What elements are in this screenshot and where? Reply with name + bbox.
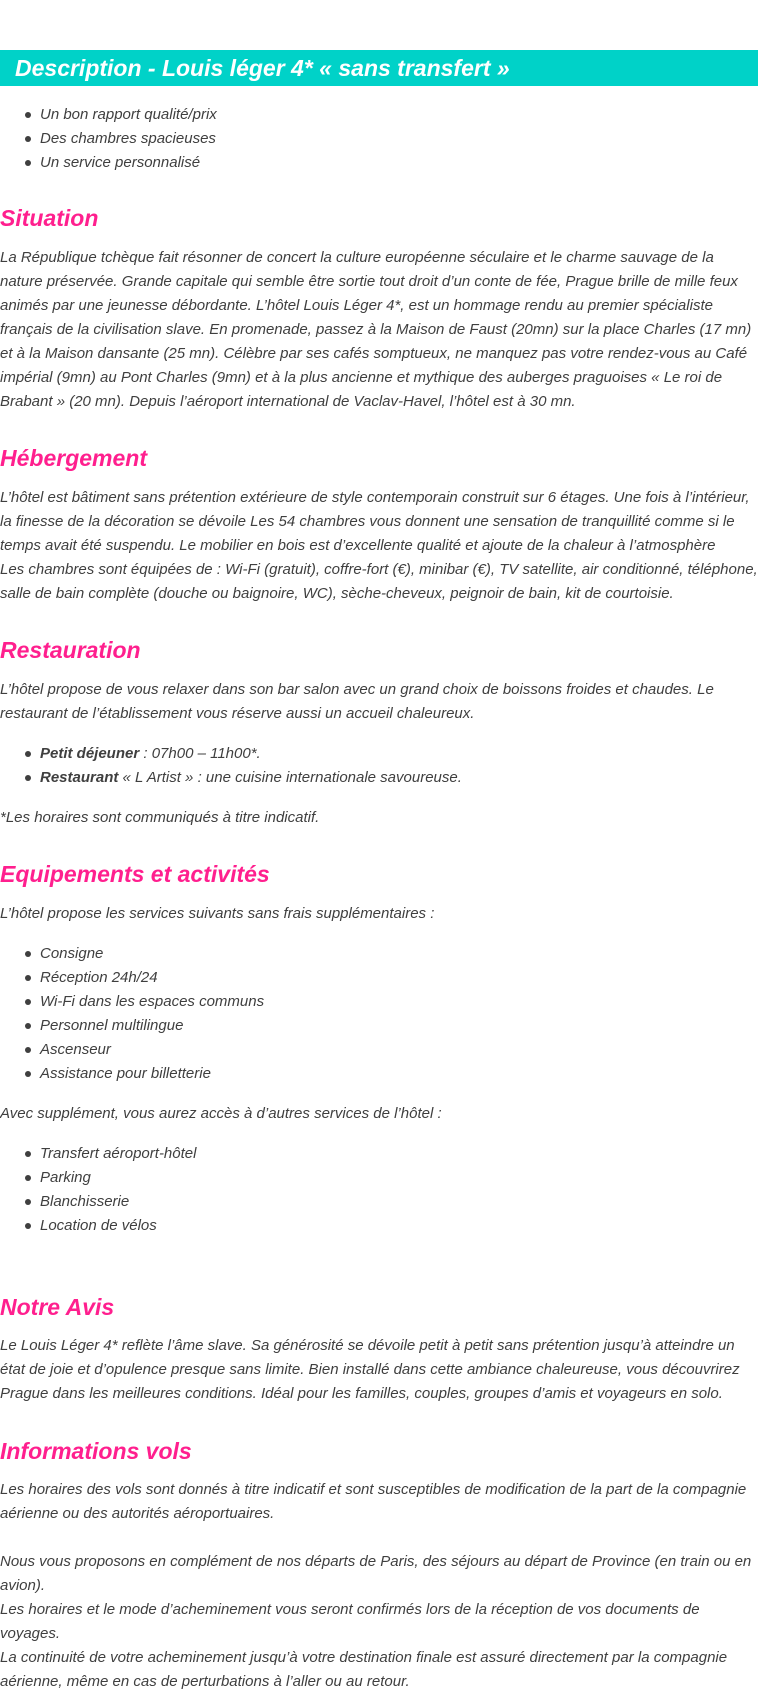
- vols-heading: Informations vols: [0, 1438, 192, 1464]
- avis-heading: Notre Avis: [0, 1294, 115, 1320]
- vols-continuity-paragraph: La continuité de votre acheminement jusqu’à votre destination finale est assuré directement par la compagnie aérienne, même en cas de perturbations à l’aller ou au retour.: [0, 1649, 728, 1690]
- list-item: Réception 24h/24: [0, 966, 264, 990]
- list-item: Wi-Fi dans les espaces communs: [0, 990, 264, 1014]
- vols-details: [0, 1550, 758, 1694]
- vols-province-paragraph: Nous vous proposons en complément de nos départs de Paris, des séjours au départ de Province (en train ou en avion).: [0, 1553, 752, 1594]
- list-item: Blanchisserie: [0, 1190, 196, 1214]
- vols-confirmation-paragraph: Les horaires et le mode d’acheminement vous seront confirmés lors de la réception de vos documents de voyages.: [0, 1601, 700, 1642]
- equipements-intro-free: L’hôtel propose les services suivants sans frais supplémentaires :: [0, 905, 435, 922]
- list-item: Un bon rapport qualité/prix: [0, 103, 217, 127]
- list-item: [0, 766, 462, 790]
- equipements-intro-paid: Avec supplément, vous aurez accès à d’autres services de l’hôtel :: [0, 1105, 442, 1122]
- vols-text: Les horaires des vols sont donnés à titre indicatif et sont susceptibles de modification de la part de la compagnie aérienne ou des autorités aéroportuaires.: [0, 1481, 747, 1522]
- list-item: Transfert aéroport-hôtel: [0, 1142, 196, 1166]
- list-item: Location de vélos: [0, 1214, 196, 1238]
- list-item-label: Restaurant: [40, 769, 119, 786]
- list-item: Assistance pour billetterie: [0, 1062, 264, 1086]
- situation-heading: Situation: [0, 205, 99, 231]
- restauration-heading: Restauration: [0, 637, 141, 663]
- list-item: Consigne: [0, 942, 264, 966]
- avis-text: Le Louis Léger 4* reflète l’âme slave. Sa générosité se dévoile petit à petit sans prétention jusqu’à atteindre un état de joie et d’opulence presque sans limite. Bien installé dans cette ambiance chaleureuse, vous découvrirez Prague dans les meilleures conditions. Idéal pour les familles, couples, groupes d’amis et voyageurs en solo.: [0, 1337, 740, 1402]
- list-item-value: « L Artist » : une cuisine internationale savoureuse.: [118, 769, 462, 786]
- list-item: Parking: [0, 1166, 196, 1190]
- list-item-label: Petit déjeuner: [40, 745, 140, 762]
- paid-services-list: [0, 1142, 196, 1238]
- list-item-value: : 07h00 – 11h00*.: [139, 745, 261, 762]
- equipements-heading: Equipements et activités: [0, 861, 270, 887]
- list-item: Des chambres spacieuses: [0, 127, 217, 151]
- highlights-list: [0, 103, 217, 175]
- restauration-text: L’hôtel propose de vous relaxer dans son bar salon avec un grand choix de boissons froides et chaudes. Le restaurant de l’établissement vous réserve aussi un accueil chaleureux.: [0, 681, 714, 722]
- hebergement-heading: Hébergement: [0, 445, 147, 471]
- restauration-list: [0, 742, 462, 790]
- list-item: Personnel multilingue: [0, 1014, 264, 1038]
- free-services-list: [0, 942, 264, 1086]
- situation-text: La République tchèque fait résonner de concert la culture européenne séculaire et le charme sauvage de la nature préservée. Grande capitale qui semble être sortie tout droit d’un conte de fée, Prague brille de mille feux animés par une jeunesse débordante. L’hôtel Louis Léger 4*, est un hommage rendu au premier spécialiste français de la civilisation slave. En promenade, passez à la Maison de Faust (20mn) sur la place Charles (17 mn) et à la Maison dansante (25 mn). Célèbre par ses cafés somptueux, ne manquez pas votre rendez-vous au Café impérial (9mn) au Pont Charles (9mn) et à la plus ancienne et mythique des auberges praguoises « Le roi de Brabant » (20 mn). Depuis l’aéroport international de Vaclav-Havel, l’hôtel est à 30 mn.: [0, 249, 752, 410]
- list-item: Ascenseur: [0, 1038, 264, 1062]
- hebergement-equipment-paragraph: Les chambres sont équipées de : Wi-Fi (gratuit), coffre-fort (€), minibar (€), TV satellite, air conditionné, téléphone, salle de bain complète (douche ou baignoire, WC), sèche-cheveux, peignoir de bain, kit de courtoisie.: [0, 561, 758, 602]
- hebergement-text: [0, 486, 758, 606]
- list-item: Un service personnalisé: [0, 151, 217, 175]
- description-banner: Description - Louis léger 4* « sans transfert »: [0, 50, 758, 86]
- list-item: [0, 742, 462, 766]
- restauration-note: *Les horaires sont communiqués à titre indicatif.: [0, 809, 320, 826]
- hebergement-paragraph: L’hôtel est bâtiment sans prétention extérieure de style contemporain construit sur 6 étages. Une fois à l’intérieur, la finesse de la décoration se dévoile Les 54 chambres vous donnent une sensation de tranquillité comme si le temps avait été suspendu. Le mobilier en bois est d’excellente qualité et ajoute de la chaleur à l’atmosphère: [0, 489, 750, 554]
